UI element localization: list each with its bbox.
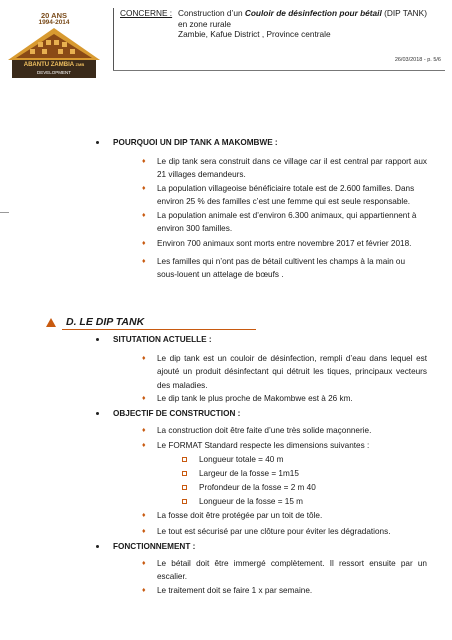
list-item [142,155,427,182]
badge-top: 20 ANS [41,11,67,20]
list-item [142,182,427,209]
checkbox-bullet-icon [182,485,187,490]
section-heading-objectif [96,409,240,418]
header-lines [178,8,445,40]
section-title-text: D. LE DIP TANK [66,316,145,328]
bullet-dot [96,141,99,144]
header-line-1 [178,8,445,19]
bullet-dot [96,412,99,415]
checkbox-bullet-icon [182,457,187,462]
diamond-bullet-icon: ♦ [142,258,146,265]
anniversary-badge [32,12,76,26]
item-text: Environ 700 animaux sont morts entre novembre 2017 et février 2018. [157,239,412,248]
list-item [142,424,427,437]
diamond-bullet-icon: ♦ [142,395,146,402]
diamond-bullet-icon: ♦ [142,240,146,247]
item-text: Le FORMAT Standard respecte les dimensions suivantes : [157,441,370,450]
diamond-bullet-icon: ♦ [142,560,146,567]
item-text: Les familles qui n’ont pas de bétail cultivent les champs à la main ou sous-louent un attelage de bœufs . [157,257,406,280]
section-heading-fonctionnement [96,542,195,551]
list-item [142,557,427,584]
list-item [142,237,427,250]
dimension-item [199,468,299,480]
item-text: Le dip tank sera construit dans ce village car il est central par rapport aux 21 villages demandeurs. [157,157,427,180]
bullet-dot [96,545,99,548]
header-divider [113,70,445,71]
heading-text: OBJECTIF DE CONSTRUCTION : [113,409,241,418]
header-row [120,8,445,40]
header-line1-prefix: Construction d’un [178,8,245,18]
diamond-bullet-icon: ♦ [142,528,146,535]
item-text: Le dip tank est un couloir de désinfection, rempli d’eau dans lequel est ajouté un produit désinfectant qui détruit les tiques, principaux vecteurs des maladies. [157,354,427,390]
header-line1-bold: Couloir de désinfection pour bétail [244,8,382,18]
diamond-bullet-icon: ♦ [142,158,146,165]
bullet-dot [96,338,99,341]
dimension-item [199,482,316,494]
heading-text: SITUTATION ACTUELLE : [113,335,212,344]
header-line1-suffix: (DIP TANK) [381,8,427,18]
margin-mark [0,212,9,213]
diamond-bullet-icon: ♦ [142,512,146,519]
diamond-bullet-icon: ♦ [142,185,146,192]
diamond-bullet-icon: ♦ [142,587,146,594]
dimension-text: Longueur totale = 40 m [199,455,284,464]
item-text: La population villageoise bénéficiaire totale est de 2.600 familles. Dans environ 25 % des familles c’est une femme qui est seule responsable. [157,184,415,207]
checkbox-bullet-icon [182,499,187,504]
list-item [142,509,427,522]
header-line-3: Zambie, Kafue District , Province centrale [178,29,331,39]
logo-brand: ABANTU ZAMBIA [23,62,74,68]
dimension-item [199,454,283,466]
list-item [142,525,427,538]
section-title-underline [62,329,256,330]
list-item [142,255,427,282]
list-item [142,439,427,452]
checkbox-bullet-icon [182,471,187,476]
diamond-bullet-icon: ♦ [142,442,146,449]
list-item [142,392,427,405]
dimension-text: Profondeur de la fosse = 2 m 40 [199,483,316,492]
diamond-bullet-icon: ♦ [142,355,146,362]
logo-brand-suffix: ZMB [75,62,85,67]
logo-tagline: DEVELOPMENT [36,70,71,75]
list-item [142,352,427,392]
heading-text: POURQUOI UN DIP TANK A MAKOMBWE : [113,138,278,147]
dimension-text: Largeur de la fosse = 1m15 [199,469,299,478]
dimension-text: Longueur de la fosse = 15 m [199,497,304,506]
section-heading-situation [96,335,212,344]
item-text: La fosse doit être protégée par un toit de tôle. [157,511,323,520]
organization-logo [8,12,100,82]
header-date: 26/03/2018 - p. 5/6 [394,57,441,63]
section-heading-pourquoi [96,138,278,147]
header-line-2: en zone rurale [178,18,232,29]
item-text: La population animale est d’environ 6.300 animaux, qui appartiennent à environ 300 familles. [157,211,417,234]
badge-years: 1994-2014 [38,19,70,26]
list-item [142,209,427,236]
item-text: La construction doit être faite d’une très solide maçonnerie. [157,426,372,435]
logo-text [12,60,96,78]
triangle-icon [46,318,56,327]
diamond-bullet-icon: ♦ [142,427,146,434]
header-label: CONCERNE : [120,8,173,18]
list-item [142,584,427,597]
item-text: Le traitement doit se faire 1 x par semaine. [157,586,313,595]
item-text: Le tout est sécurisé par une clôture pour éviter les dégradations. [157,527,391,536]
section-title-d [46,316,144,328]
document-header [113,8,445,70]
item-text: Le bétail doit être immergé complètement. Il ressort ensuite par un escalier. [157,559,427,582]
logo-emblem-icon [8,28,100,62]
heading-text: FONCTIONNEMENT : [113,542,196,551]
diamond-bullet-icon: ♦ [142,212,146,219]
dimension-item [199,496,303,508]
item-text: Le dip tank le plus proche de Makombwe est à 26 km. [157,394,353,403]
